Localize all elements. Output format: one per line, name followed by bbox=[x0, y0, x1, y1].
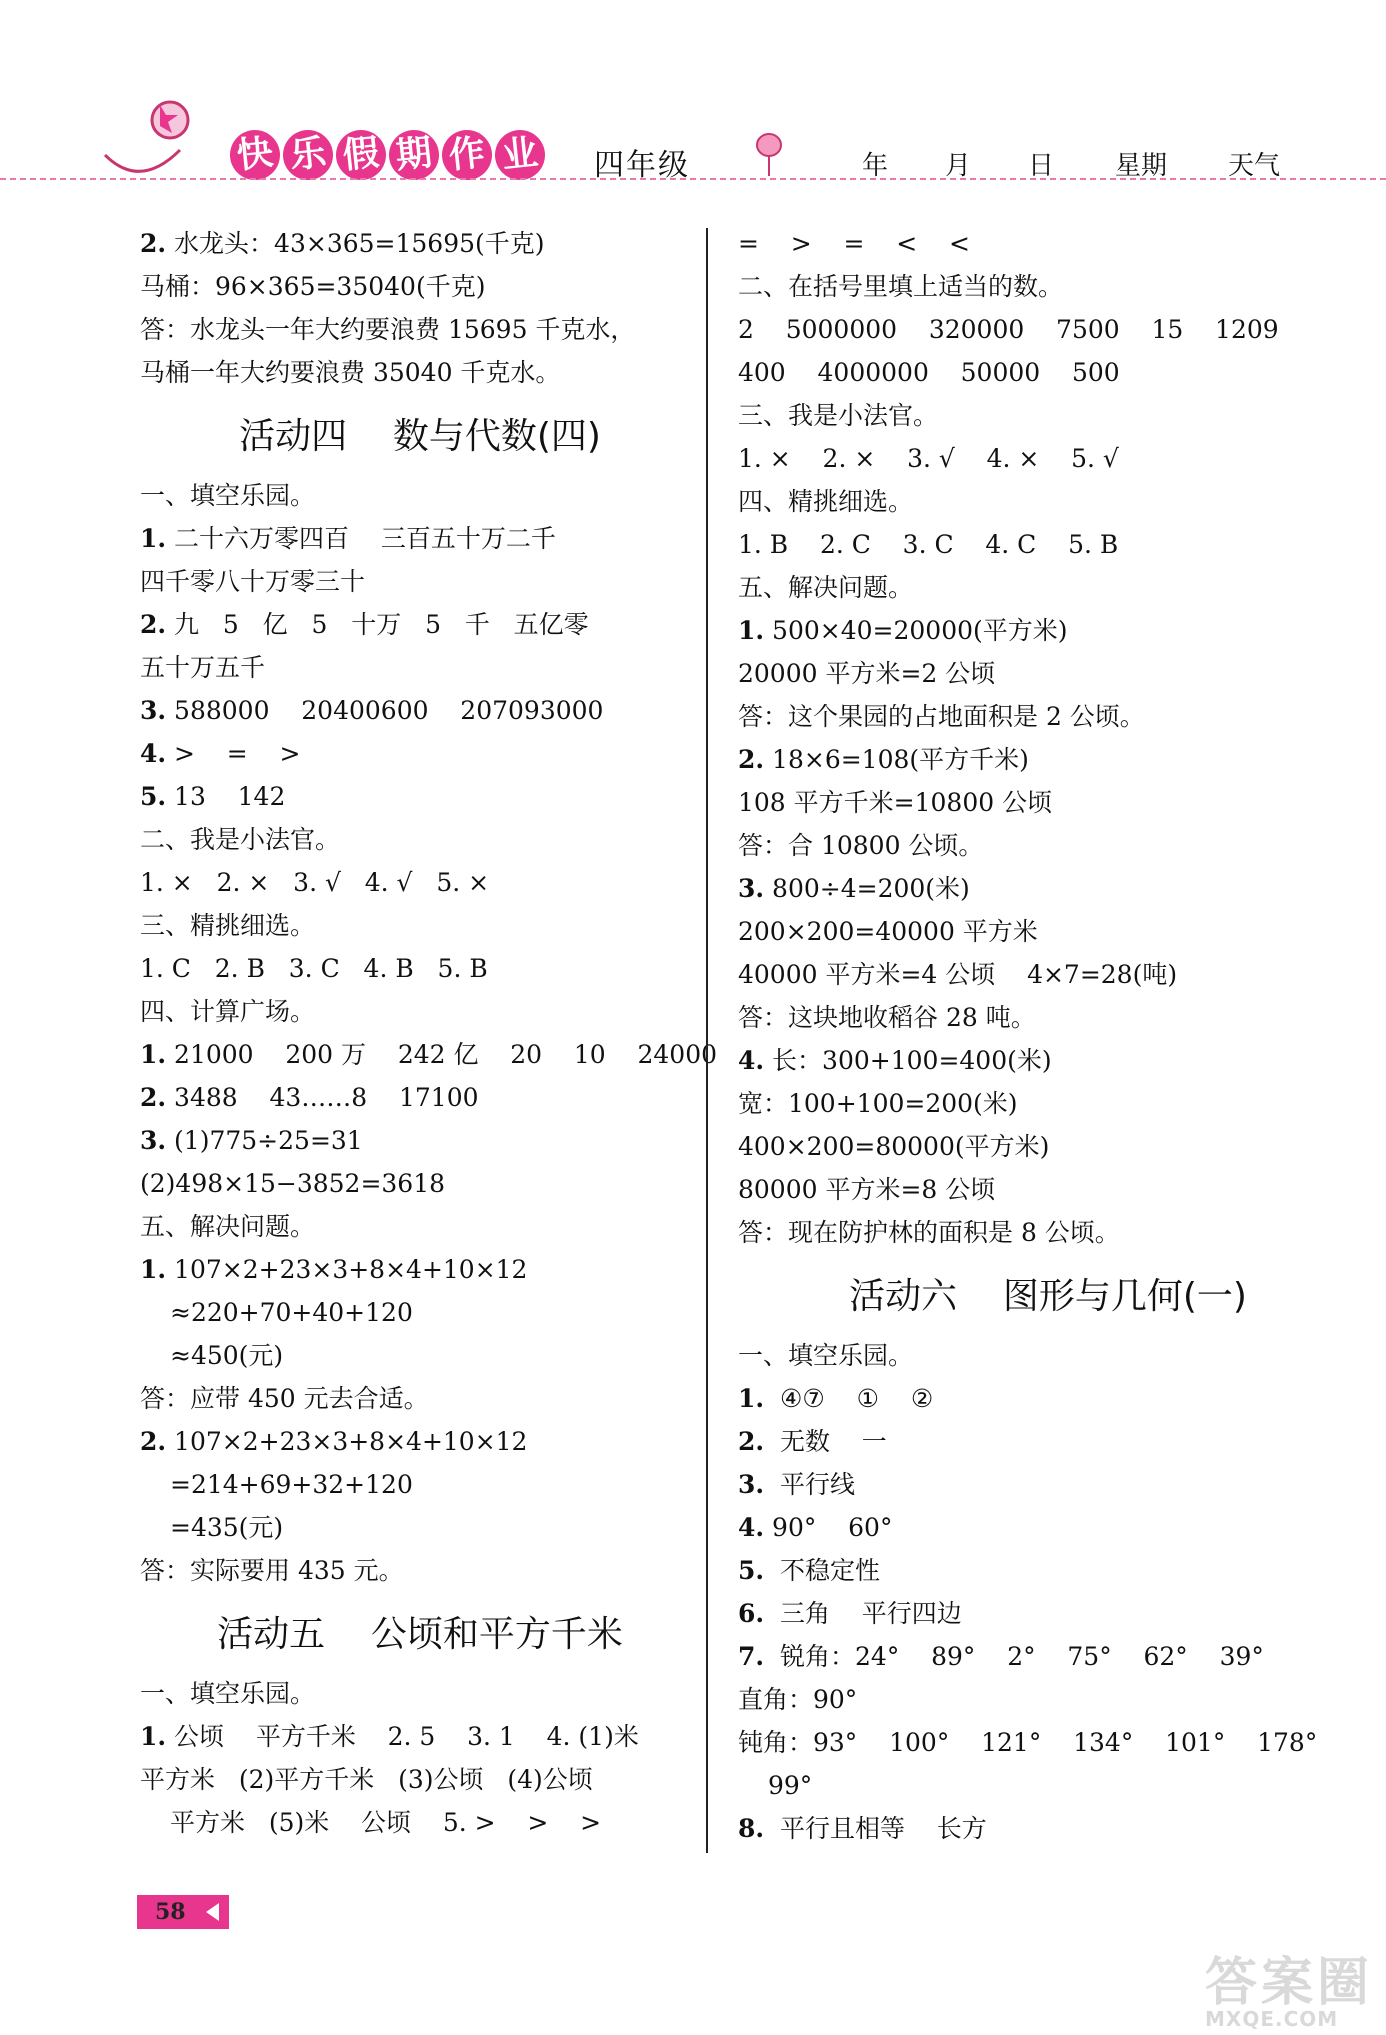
answer-line: 平方米 (5)米 公顷 5. > > > bbox=[170, 1808, 602, 1837]
answer-line bbox=[738, 738, 1358, 781]
section-heading: 四、精挑细选。 bbox=[738, 487, 914, 516]
answer-text: 21000 200 万 242 亿 20 10 24000 bbox=[166, 1040, 718, 1069]
answer-line: 20000 平方米=2 公顷 bbox=[738, 659, 996, 688]
item-number: 2. bbox=[738, 745, 765, 774]
grade-label: 四年级 bbox=[594, 148, 690, 183]
answer-line bbox=[140, 222, 700, 265]
answer-line: 答：实际要用 435 元。 bbox=[140, 1556, 404, 1585]
watermark bbox=[1205, 1940, 1373, 2031]
brand-char: 乐 bbox=[281, 128, 336, 183]
answer-line: 答：水龙头一年大约要浪费 15695 千克水， bbox=[140, 315, 636, 344]
answer-text: 3488 43……8 17100 bbox=[166, 1083, 479, 1112]
item-number: 6. bbox=[738, 1599, 765, 1628]
answer-line: 1. × 2. × 3. √ 4. × 5. √ bbox=[738, 444, 1119, 473]
answer-line: ≈220+70+40+120 bbox=[170, 1298, 413, 1327]
item-number: 1. bbox=[738, 616, 765, 645]
answer-text: 水龙头：43×365=15695(千克) bbox=[166, 229, 545, 258]
answer-line: 80000 平方米=8 公顷 bbox=[738, 1175, 996, 1204]
answer-text: 公顷 平方千米 2. 5 3. 1 4. (1)米 bbox=[166, 1722, 639, 1751]
answer-line bbox=[738, 1377, 1358, 1420]
section-heading: 三、我是小法官。 bbox=[738, 401, 939, 430]
answer-line bbox=[738, 1039, 1358, 1082]
answer-line bbox=[140, 689, 700, 732]
answer-line bbox=[140, 1715, 700, 1758]
answer-line: 宽：100+100=200(米) bbox=[738, 1089, 1018, 1118]
answer-text: 588000 20400600 207093000 bbox=[166, 696, 604, 725]
answer-line bbox=[738, 867, 1358, 910]
answer-line bbox=[738, 1549, 1358, 1592]
activity-title: 活动五 公顷和平方千米 bbox=[217, 1614, 623, 1655]
section-heading: 五、解决问题。 bbox=[140, 1212, 316, 1241]
item-number: 4. bbox=[738, 1046, 765, 1075]
answer-text: (1)775÷25=31 bbox=[166, 1126, 363, 1155]
answer-line bbox=[140, 1248, 700, 1291]
answer-line: ≈450(元) bbox=[170, 1341, 284, 1370]
date-month-label: 月 bbox=[945, 151, 972, 181]
item-number: 1. bbox=[140, 524, 167, 553]
weekday-label: 星期 bbox=[1115, 151, 1168, 181]
answer-text: 平行线 bbox=[764, 1470, 856, 1499]
item-number: 2. bbox=[140, 1427, 167, 1456]
activity-title: 活动六 图形与几何(一) bbox=[849, 1276, 1247, 1317]
answer-line: 答：应带 450 元去合适。 bbox=[140, 1384, 429, 1413]
answer-line bbox=[738, 1420, 1358, 1463]
answer-text: 90° 60° bbox=[764, 1513, 893, 1542]
item-number: 5. bbox=[140, 782, 167, 811]
item-number: 7. bbox=[738, 1642, 765, 1671]
brand-char: 期 bbox=[387, 128, 442, 183]
answer-line: 答：现在防护林的面积是 8 公顷。 bbox=[738, 1218, 1120, 1247]
answer-line: (2)498×15−3852=3618 bbox=[140, 1169, 446, 1198]
section-heading: 五、解决问题。 bbox=[738, 573, 914, 602]
answer-line bbox=[140, 603, 700, 646]
column-divider bbox=[706, 228, 708, 1853]
answer-line: 40000 平方米=4 公顷 4×7=28(吨) bbox=[738, 960, 1178, 989]
answer-line: =435(元) bbox=[170, 1513, 284, 1542]
right-column bbox=[738, 222, 1358, 1850]
answer-line: 1. × 2. × 3. √ 4. √ 5. × bbox=[140, 868, 490, 897]
watermark-url: MXQE.COM bbox=[1205, 2007, 1339, 2031]
answer-line: 马桶一年大约要浪费 35040 千克水。 bbox=[140, 358, 561, 387]
answer-line: 400×200=80000(平方米) bbox=[738, 1132, 1050, 1161]
section-heading: 一、填空乐园。 bbox=[140, 481, 316, 510]
answer-text: 九 5 亿 5 十万 5 千 五亿零 bbox=[166, 610, 589, 639]
item-number: 2. bbox=[140, 610, 167, 639]
answer-text: 锐角：24° 89° 2° 75° 62° 39° bbox=[764, 1642, 1264, 1671]
answer-line bbox=[738, 1506, 1358, 1549]
answer-text: 18×6=108(平方千米) bbox=[764, 745, 1029, 774]
answer-text: 长：300+100=400(米) bbox=[764, 1046, 1052, 1075]
section-heading: 二、在括号里填上适当的数。 bbox=[738, 272, 1064, 301]
left-column bbox=[140, 222, 718, 1844]
answer-line bbox=[738, 1463, 1358, 1506]
answer-text: 107×2+23×3+8×4+10×12 bbox=[166, 1255, 528, 1284]
answer-line: = > = < < bbox=[738, 229, 970, 258]
answer-text: 二十六万零四百 三百五十万二千 bbox=[166, 524, 556, 553]
answer-text: > = > bbox=[166, 739, 301, 768]
item-number: 4. bbox=[140, 739, 167, 768]
header-divider bbox=[0, 178, 1386, 180]
brand-char: 假 bbox=[334, 128, 389, 183]
brand-char: 快 bbox=[228, 128, 283, 183]
answer-line bbox=[140, 1420, 700, 1463]
watermark-logo: 答案圈 bbox=[1205, 1953, 1374, 2013]
item-number: 4. bbox=[738, 1513, 765, 1542]
item-number: 5. bbox=[738, 1556, 765, 1585]
answer-line: 直角：90° bbox=[738, 1685, 858, 1714]
answer-line: 答：这块地收稻谷 28 吨。 bbox=[738, 1003, 1036, 1032]
item-number: 1. bbox=[140, 1040, 167, 1069]
answer-line: 马桶：96×365=35040(千克) bbox=[140, 272, 486, 301]
answer-line: 四千零八十万零三十 bbox=[140, 567, 366, 596]
item-number: 1. bbox=[738, 1384, 765, 1413]
item-number: 2. bbox=[140, 1083, 167, 1112]
answer-text: ④⑦ ① ② bbox=[764, 1384, 934, 1413]
star-wand-icon bbox=[100, 95, 210, 185]
item-number: 2. bbox=[140, 229, 167, 258]
answer-text: 无数 一 bbox=[764, 1427, 887, 1456]
answer-line: 答：合 10800 公顷。 bbox=[738, 831, 984, 860]
answer-text: 不稳定性 bbox=[764, 1556, 881, 1585]
activity-title: 活动四 数与代数(四) bbox=[239, 416, 601, 457]
weather-label: 天气 bbox=[1228, 151, 1281, 181]
item-number: 1. bbox=[140, 1255, 167, 1284]
page-arrow-icon bbox=[206, 1903, 219, 1921]
answer-line: 平方米 (2)平方千米 (3)公顷 (4)公顷 bbox=[140, 1765, 593, 1794]
page-header bbox=[0, 0, 1386, 190]
section-heading: 一、填空乐园。 bbox=[738, 1341, 914, 1370]
item-number: 3. bbox=[140, 696, 167, 725]
item-number: 2. bbox=[738, 1427, 765, 1456]
section-heading: 三、精挑细选。 bbox=[140, 911, 316, 940]
item-number: 3. bbox=[140, 1126, 167, 1155]
answer-line bbox=[738, 1807, 1358, 1850]
page-number: 58 bbox=[137, 1895, 229, 1929]
item-number: 3. bbox=[738, 874, 765, 903]
answer-text: 107×2+23×3+8×4+10×12 bbox=[166, 1427, 528, 1456]
answer-line: 钝角：93° 100° 121° 134° 101° 178° bbox=[738, 1728, 1318, 1757]
answer-line bbox=[140, 1033, 718, 1076]
section-heading: 二、我是小法官。 bbox=[140, 825, 341, 854]
answer-line: 200×200=40000 平方米 bbox=[738, 917, 1038, 946]
brand-char: 作 bbox=[440, 128, 495, 183]
answer-line bbox=[738, 609, 1358, 652]
answer-line: 五十万五千 bbox=[140, 653, 266, 682]
answer-line bbox=[140, 732, 700, 775]
answer-text: 平行且相等 长方 bbox=[764, 1814, 987, 1843]
section-heading: 四、计算广场。 bbox=[140, 997, 316, 1026]
answer-line bbox=[140, 775, 700, 818]
section-heading: 一、填空乐园。 bbox=[140, 1679, 316, 1708]
answer-line bbox=[140, 517, 700, 560]
answer-line: 400 4000000 50000 500 bbox=[738, 358, 1120, 387]
answer-line: =214+69+32+120 bbox=[170, 1470, 413, 1499]
answer-line: 1. B 2. C 3. C 4. C 5. B bbox=[738, 530, 1119, 559]
item-number: 8. bbox=[738, 1814, 765, 1843]
answer-text: 500×40=20000(平方米) bbox=[764, 616, 1068, 645]
answer-text: 13 142 bbox=[166, 782, 286, 811]
item-number: 1. bbox=[140, 1722, 167, 1751]
answer-text: 三角 平行四边 bbox=[764, 1599, 962, 1628]
answer-line: 99° bbox=[768, 1771, 813, 1800]
answer-line: 1. C 2. B 3. C 4. B 5. B bbox=[140, 954, 488, 983]
answer-line bbox=[140, 1076, 700, 1119]
balloon-icon bbox=[752, 130, 786, 178]
item-number: 3. bbox=[738, 1470, 765, 1499]
date-day-label: 日 bbox=[1028, 151, 1055, 181]
answer-line: 答：这个果园的占地面积是 2 公顷。 bbox=[738, 702, 1145, 731]
brand-title bbox=[230, 130, 545, 180]
answer-line bbox=[140, 1119, 700, 1162]
answer-line: 108 平方千米=10800 公顷 bbox=[738, 788, 1053, 817]
answer-line bbox=[738, 1592, 1358, 1635]
answer-line: 2 5000000 320000 7500 15 1209 bbox=[738, 315, 1279, 344]
answer-line bbox=[738, 1635, 1358, 1678]
brand-char: 业 bbox=[493, 128, 548, 183]
answer-text: 800÷4=200(米) bbox=[764, 874, 970, 903]
date-year-label: 年 bbox=[862, 151, 889, 181]
